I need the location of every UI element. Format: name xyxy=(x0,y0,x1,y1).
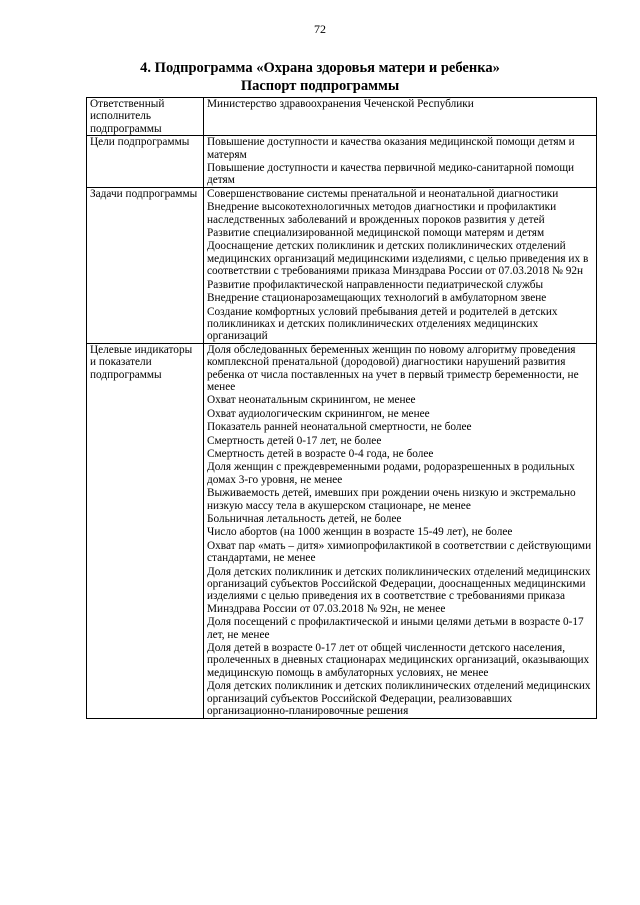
row-item: Выживаемость детей, имевших при рождении очень низкую и экстремально низкую массу тела в акушерском стационаре, не менее xyxy=(207,487,576,512)
row-item: Доля детских поликлиник и детских поликлинических отделений медицинских организаций субъектов Российской Федерации, реализовавших организационно-планировочные решения xyxy=(207,680,591,718)
passport-row xyxy=(87,343,597,718)
page-title: 4. Подпрограмма «Охрана здоровья матери и ребенка» xyxy=(140,60,500,76)
row-item: Развитие специализированной медицинской помощи матерям и детям xyxy=(207,227,545,240)
row-label: Ответственный исполнитель подпрограммы xyxy=(87,98,204,136)
row-item: Совершенствование системы пренатальной и неонатальной диагностики xyxy=(207,187,559,200)
page-subtitle: Паспорт подпрограммы xyxy=(240,78,400,94)
row-item: Охват пар «мать – дитя» химиопрофилактикой в соответствии с действующими стандартами, не менее xyxy=(207,539,592,565)
passport-row xyxy=(87,187,597,343)
row-content xyxy=(204,98,597,136)
passport-table-body xyxy=(87,98,597,719)
row-item: Дооснащение детских поликлиник и детских поликлинических отделений медицинских организаций медицинскими изделиями, с целью приведения их в соответствии с требованиями приказа Минздрава России от 07.03.2018 № 92н xyxy=(207,240,589,278)
row-content xyxy=(204,136,597,188)
row-item: Охват аудиологическим скринингом, не менее xyxy=(207,407,430,420)
row-item: Создание комфортных условий пребывания детей и родителей в детских поликлиниках и детских поликлинических отделениях медицинских организаций xyxy=(207,305,558,343)
passport-row xyxy=(87,98,597,136)
row-item: Доля обследованных беременных женщин по новому алгоритму проведения комплексной пренатальной (дородовой) диагностики нарушений развития ребенка от числа поставленных на учет в первый триместр беременности, не менее xyxy=(207,343,579,393)
row-label: Цели подпрограммы xyxy=(87,136,204,188)
row-item: Министерство здравоохранения Чеченской Республики xyxy=(207,98,474,110)
row-item: Внедрение высокотехнологичных методов диагностики и профилактики наследственных заболеваний и врожденных пороков развития у детей xyxy=(207,201,557,226)
row-item: Охват неонатальным скринингом, не менее xyxy=(207,394,416,407)
row-item: Больничная летальность детей, не более xyxy=(207,513,402,525)
row-item: Доля детей в возрасте 0-17 лет от общей численности детского населения, пролеченных в дневных стационарах медицинских организаций, оказывающих медицинскую помощь в амбулаторных условиях, не менее xyxy=(207,642,590,679)
row-label: Задачи подпрограммы xyxy=(87,187,204,343)
row-item: Доля женщин с преждевременными родами, родоразрешенных в родильных домах 3-го уровня, не менее xyxy=(207,461,575,486)
row-item: Доля детских поликлиник и детских поликлинических отделений медицинских организаций субъектов Российской Федерации, дооснащенных медицинскими изделиями с целью приведения их в соответствие с требованиями приказа Минздрава России от 07.03.2018 № 92н, не менее xyxy=(207,565,591,615)
row-label: Целевые индикаторы и показатели подпрограммы xyxy=(87,343,204,718)
row-item: Повышение доступности и качества оказания медицинской помощи детям и матерям xyxy=(207,136,575,161)
row-item: Смертность детей 0-17 лет, не более xyxy=(207,434,382,447)
row-item: Внедрение стационарозамещающих технологий в амбулаторном звене xyxy=(207,292,547,305)
page-number: 72 xyxy=(314,22,326,36)
row-item: Повышение доступности и качества первичной медико-санитарной помощи детям xyxy=(207,162,575,187)
row-item: Доля посещений с профилактической и иными целями детьми в возрасте 0-17 лет, не менее xyxy=(207,616,584,641)
passport-table xyxy=(86,97,597,719)
passport-row xyxy=(87,136,597,188)
row-item: Развитие профилактической направленности педиатрической службы xyxy=(207,278,544,291)
row-content xyxy=(204,343,597,718)
row-item: Число абортов (на 1000 женщин в возрасте 15-49 лет), не более xyxy=(207,526,513,539)
row-content xyxy=(204,187,597,343)
row-item: Смертность детей в возрасте 0-4 года, не более xyxy=(207,447,434,460)
row-item: Показатель ранней неонатальной смертности, не более xyxy=(207,421,472,434)
